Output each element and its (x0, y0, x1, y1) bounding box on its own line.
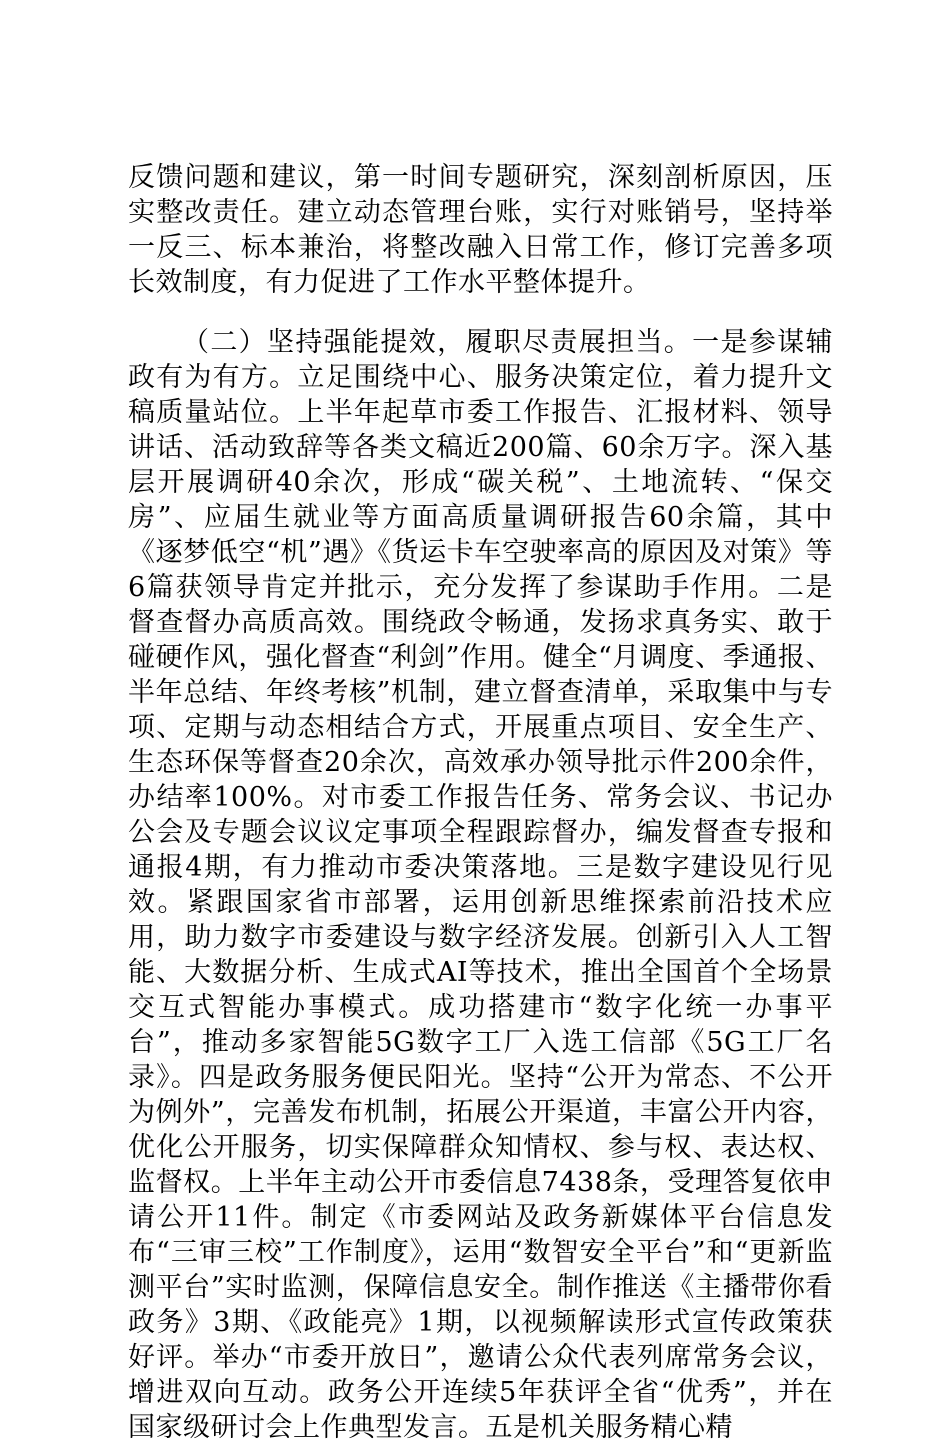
paragraph-section-two: （二）坚持强能提效，履职尽责展担当。一是参谋辅政有为有方。立足围绕中心、服务决策定位，着力提升文稿质量站位。上半年起草市委工作报告、汇报材料、领导讲话、活动致辞等各类文稿近200篇、60余万字。深入基层开展调研40余次，形成“碳关税”、土地流转、“保交房”、应届生就业等方面高质量调研报告60余篇，其中《逐梦低空“机”遇》《货运卡车空驶率高的原因及对策》等6篇获领导肯定并批示，充分发挥了参谋助手作用。二是督查督办高质高效。围绕政令畅通，发扬求真务实、敢于碰硬作风，强化督查“利剑”作用。健全“月调度、季通报、半年总结、年终考核”机制，建立督查清单，采取集中与专项、定期与动态相结合方式，开展重点项目、安全生产、生态环保等督查20余次，高效承办领导批示件200余件，办结率100%。对市委工作报告任务、常务会议、书记办公会及专题会议议定事项全程跟踪督办，编发督查专报和通报4期，有力推动市委决策落地。三是数字建设见行见效。紧跟国家省市部署，运用创新思维探索前沿技术应用，助力数字市委建设与数字经济发展。创新引入人工智能、大数据分析、生成式AI等技术，推出全国首个全场景交互式智能办事模式。成功搭建市“数字化统一办事平台”，推动多家智能5G数字工厂入选工信部《5G工厂名录》。四是政务服务便民阳光。坚持“公开为常态、不公开为例外”，完善发布机制，拓展公开渠道，丰富公开内容，优化公开服务，切实保障群众知情权、参与权、表达权、监督权。上半年主动公开市委信息7438条，受理答复依申请公开11件。制定《市委网站及政务新媒体平台信息发布“三审三校”工作制度》，运用“数智安全平台”和“更新监测平台”实时监测，保障信息安全。制作推送《主播带你看政务》3期、《政能亮》1期，以视频解读形式宣传政策获好评。举办“市委开放日”，邀请公众代表列席常务会议，增进双向互动。政务公开连续5年获评全省“优秀”，并在国家级研讨会上作典型发言。五是机关服务精心精 (128, 327, 833, 1443)
paragraph-continued: 反馈问题和建议，第一时间专题研究，深刻剖析原因，压实整改责任。建立动态管理台账，实行对账销号，坚持举一反三、标本兼治，将整改融入日常工作，修订完善多项长效制度，有力促进了工作水平整体提升。 (128, 162, 833, 298)
document-body (128, 160, 833, 1445)
